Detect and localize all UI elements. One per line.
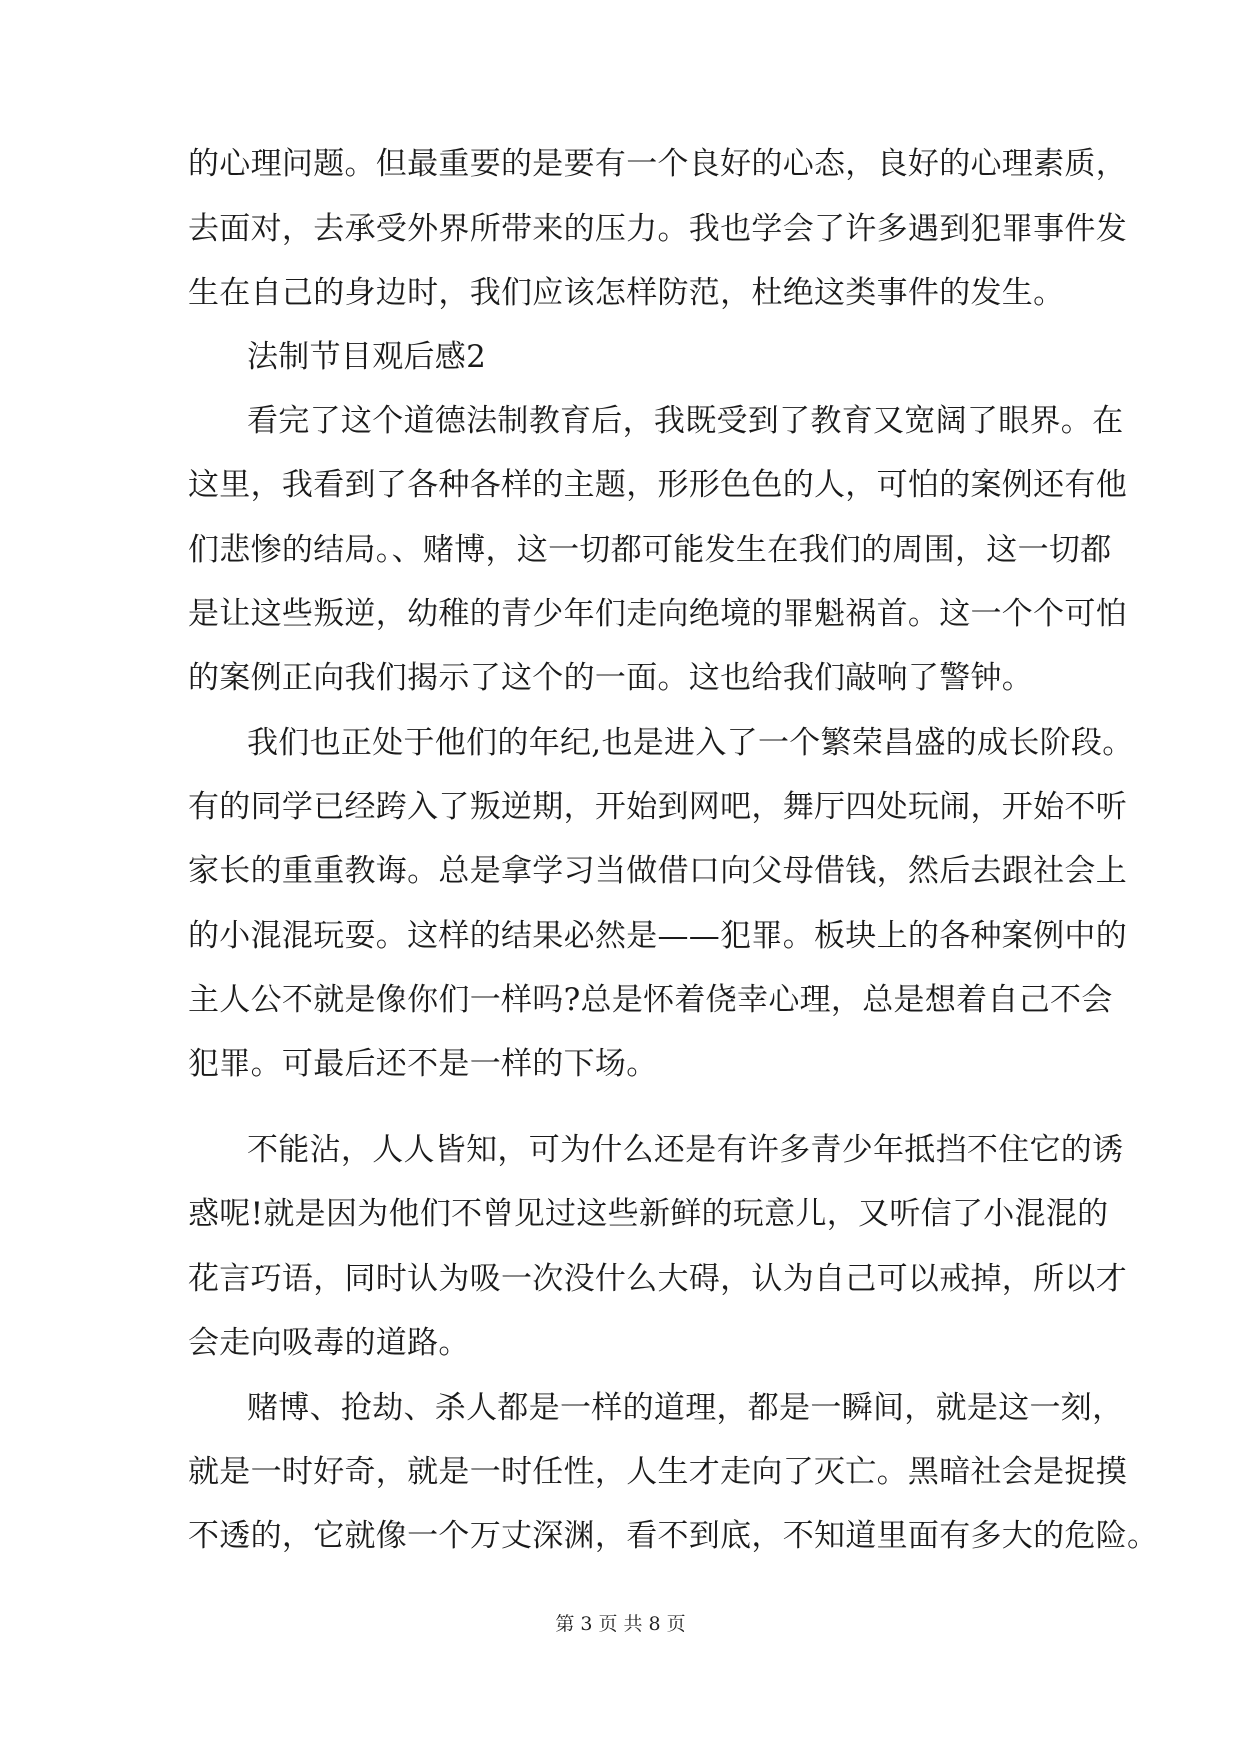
text-line: 不能沾，人人皆知，可为什么还是有许多青少年抵挡不住它的诱: [247, 1132, 1124, 1168]
text-line: 是让这些叛逆，幼稚的青少年们走向绝境的罪魁祸首。这一个个可怕: [188, 596, 1127, 632]
text-line: 赌博、抢劫、杀人都是一样的道理，都是一瞬间，就是这一刻，: [247, 1390, 1124, 1426]
text-line: 的心理问题。但最重要的是要有一个良好的心态，良好的心理素质，: [188, 146, 1127, 182]
text-line: 有的同学已经跨入了叛逆期，开始到网吧，舞厅四处玩闹，开始不听: [188, 789, 1127, 825]
text-line: 去面对，去承受外界所带来的压力。我也学会了许多遇到犯罪事件发: [188, 211, 1127, 247]
text-line: 的案例正向我们揭示了这个的一面。这也给我们敲响了警钟。: [188, 660, 1034, 696]
text-line: 我们也正处于他们的年纪,也是进入了一个繁荣昌盛的成长阶段。: [247, 725, 1134, 761]
text-line: 主人公不就是像你们一样吗?总是怀着侥幸心理，总是想着自己不会: [188, 982, 1113, 1018]
text-line: 看完了这个道德法制教育后，我既受到了教育又宽阔了眼界。在: [247, 403, 1124, 439]
page-number-footer: 第 3 页 共 8 页: [555, 1613, 686, 1635]
text-line: 生在自己的身边时，我们应该怎样防范，杜绝这类事件的发生。: [188, 275, 1065, 311]
text-line: 不透的，它就像一个万丈深渊，看不到底，不知道里面有多大的危险。: [188, 1518, 1159, 1554]
text-line: 这里，我看到了各种各样的主题，形形色色的人，可怕的案例还有他: [188, 467, 1127, 503]
text-line: 花言巧语，同时认为吸一次没什么大碍，认为自己可以戒掉，所以才: [188, 1261, 1127, 1297]
text-line: 们悲惨的结局。、赌博，这一切都可能发生在我们的周围，这一切都: [188, 532, 1112, 568]
text-line: 犯罪。可最后还不是一样的下场。: [188, 1046, 658, 1082]
text-line: 会走向吸毒的道路。: [188, 1325, 470, 1361]
text-line: 的小混混玩耍。这样的结果必然是——犯罪。板块上的各种案例中的: [188, 918, 1127, 954]
text-line: 就是一时好奇，就是一时任性，人生才走向了灭亡。黑暗社会是捉摸: [188, 1454, 1127, 1490]
text-line: 惑呢!就是因为他们不曾见过这些新鲜的玩意儿，又听信了小混混的: [188, 1196, 1109, 1232]
section-heading: 法制节目观后感2: [247, 339, 487, 375]
text-line: 家长的重重教诲。总是拿学习当做借口向父母借钱，然后去跟社会上: [188, 853, 1127, 889]
